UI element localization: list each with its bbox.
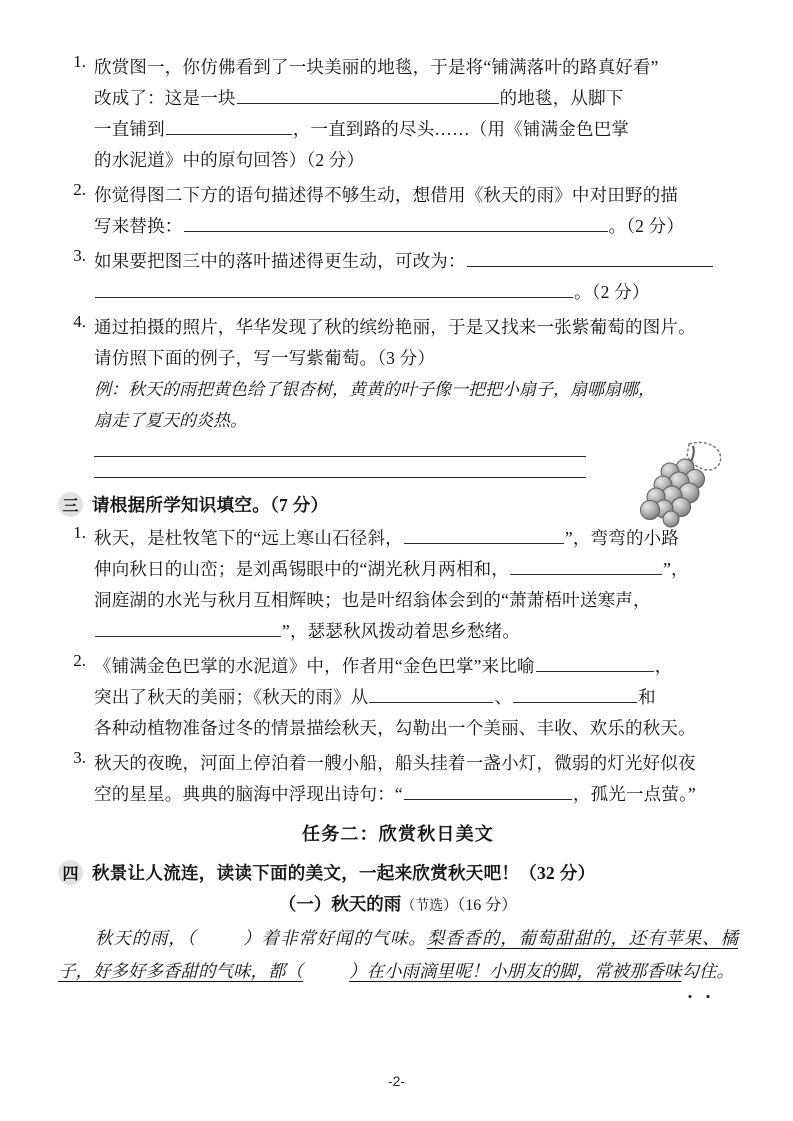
text-run: 。（2 分） xyxy=(574,282,650,302)
text-run: 写来替换： xyxy=(94,216,183,236)
question-line xyxy=(94,554,738,585)
question-number: 4. xyxy=(73,312,86,331)
text-run: ”， xyxy=(663,559,689,579)
section-four-heading xyxy=(58,860,738,885)
question-list xyxy=(58,52,738,478)
text-run: 、 xyxy=(494,687,513,707)
text-run: 改成了：这是一块 xyxy=(94,88,236,108)
text-run: ， xyxy=(654,656,673,676)
passage-emphasis-word: 勾住 xyxy=(682,961,717,981)
answer-blank[interactable] xyxy=(510,555,662,575)
question-line xyxy=(94,585,738,616)
section-four-badge: 四 xyxy=(58,860,83,885)
text-run: ，孤光一点萤。” xyxy=(572,784,696,804)
question-line xyxy=(94,616,738,647)
question-number: 3. xyxy=(73,246,86,265)
question-line xyxy=(94,277,738,308)
passage-name: （一）秋天的雨 xyxy=(278,894,402,914)
question-number: 1. xyxy=(73,523,86,542)
question-item xyxy=(58,246,738,308)
question-line xyxy=(94,651,738,682)
text-run: 伸向秋日的山峦；是刘禹锡眼中的“湖光秋月两相和， xyxy=(94,559,510,579)
reading-passage xyxy=(58,922,738,988)
question-number: 1. xyxy=(73,52,86,71)
text-run: ，一直到路的尽头……（用《铺满金色巴掌 xyxy=(292,119,630,139)
text-run: 洞庭湖的水光与秋月互相辉映；也是叶绍翁体会到的“萧萧梧叶送寒声， xyxy=(94,590,651,610)
answer-blank[interactable] xyxy=(467,247,713,267)
question-line xyxy=(94,343,738,374)
text-run: ”，瑟瑟秋风拨动着思乡愁绪。 xyxy=(282,621,521,641)
answer-blank[interactable] xyxy=(95,617,281,637)
text-run: 。（2 分） xyxy=(608,216,685,236)
passage-underlined-sentence: 梨香香的，葡萄甜甜的，还有苹果、橘子，好多好多香甜的气味，都（ ）在小雨滴里呢！小朋友的脚，常被那香味勾住 xyxy=(58,928,738,981)
answer-blank[interactable] xyxy=(95,278,573,298)
passage-points: （16 分） xyxy=(457,897,518,914)
text-run: 空的星星。典典的脑海中浮现出诗句：“ xyxy=(94,784,403,804)
text-run: 秋天的夜晚，河面上停泊着一艘小船，船头挂着一盏小灯，微弱的灯光好似夜 xyxy=(94,753,696,773)
section-four-points: （32 分） xyxy=(519,863,596,883)
question-number: 3. xyxy=(73,748,86,767)
text-run: 突出了秋天的美丽；《秋天的雨》从 xyxy=(94,687,369,707)
answer-rule[interactable] xyxy=(94,477,586,478)
question-line xyxy=(94,52,738,83)
text-run: 《铺满金色巴掌的水泥道》中，作者用“金色巴掌”来比喻 xyxy=(94,656,535,676)
question-line xyxy=(94,523,738,554)
answer-rule[interactable] xyxy=(94,456,586,457)
page-number: -2- xyxy=(387,1073,406,1089)
passage-sub-title xyxy=(58,891,738,916)
text-run: 一直铺到 xyxy=(94,119,165,139)
question-line xyxy=(94,211,738,242)
question-line xyxy=(94,312,738,343)
question-line xyxy=(94,713,738,744)
text-run: 你觉得图二下方的语句描述得不够生动，想借用《秋天的雨》中对田野的描 xyxy=(94,185,679,205)
text-run: 如果要把图三中的落叶描述得更生动，可改为： xyxy=(94,251,466,271)
question-line xyxy=(94,682,738,713)
answer-blank[interactable] xyxy=(536,652,654,672)
text-run: 的水泥道》中的原句回答）（2 分） xyxy=(94,150,365,170)
task-two-title: 任务二：欣赏秋日美文 xyxy=(302,824,494,844)
passage-text-b: ）着非常好闻的气味。 xyxy=(242,928,427,948)
question-item xyxy=(58,52,738,176)
question-item xyxy=(58,748,738,810)
question-line xyxy=(94,180,738,211)
question-item xyxy=(58,523,738,647)
section-four-title: 秋景让人流连，读读下面的美文，一起来欣赏秋天吧！（32 分） xyxy=(92,863,596,883)
answer-blank[interactable] xyxy=(369,683,493,703)
answer-blank[interactable] xyxy=(166,115,292,135)
answer-blank[interactable] xyxy=(237,84,499,104)
question-line xyxy=(94,246,738,277)
text-run: 欣赏图一，你仿佛看到了一块美丽的地毯，于是将“铺满落叶的路真好看” xyxy=(94,57,659,77)
question-line xyxy=(94,748,738,779)
question-line xyxy=(94,83,738,114)
text-run: 各种动植物准备过冬的情景描绘秋天，勾勒出一个美丽、丰收、欢乐的秋天。 xyxy=(94,718,696,738)
section-three-title: 请根据所学知识填空。（7 分） xyxy=(92,495,329,515)
example-sentence-cont: 扇走了夏天的炎热。 xyxy=(94,411,247,430)
text-run: 和 xyxy=(638,687,656,707)
passage-text-end: 。 xyxy=(716,961,734,981)
text-run: 通过拍摄的照片，华华发现了秋的缤纷艳丽，于是又找来一张紫葡萄的图片。 xyxy=(94,317,696,337)
question-line xyxy=(94,779,738,810)
question-number: 2. xyxy=(73,651,86,670)
text-run: 的地毯，从脚下 xyxy=(499,88,624,108)
answer-blank[interactable] xyxy=(404,780,572,800)
section-three-points: （7 分） xyxy=(270,495,329,515)
passage-text-a: 秋天的雨，（ xyxy=(94,928,197,948)
question-line xyxy=(94,114,738,145)
question-item xyxy=(58,651,738,744)
answer-blank[interactable] xyxy=(404,524,564,544)
question-number: 2. xyxy=(73,180,86,199)
text-run: 请仿照下面的例子，写一写紫葡萄。（3 分） xyxy=(94,348,436,368)
section-three-question-list xyxy=(58,523,738,810)
text-run: ”，弯弯的小路 xyxy=(564,528,680,548)
grape-illustration xyxy=(623,438,731,534)
section-three-badge: 三 xyxy=(58,492,83,517)
question-line xyxy=(94,145,738,176)
text-run: 秋天，是杜牧笔下的“远上寒山石径斜， xyxy=(94,528,403,548)
example-sentence: 例：秋天的雨把黄色给了银杏树，黄黄的叶子像一把把小扇子，扇哪扇哪， xyxy=(94,380,655,399)
answer-blank[interactable] xyxy=(513,683,637,703)
question-item xyxy=(58,180,738,242)
passage-excerpt-note: （节选） xyxy=(401,899,458,914)
answer-blank[interactable] xyxy=(184,212,608,232)
